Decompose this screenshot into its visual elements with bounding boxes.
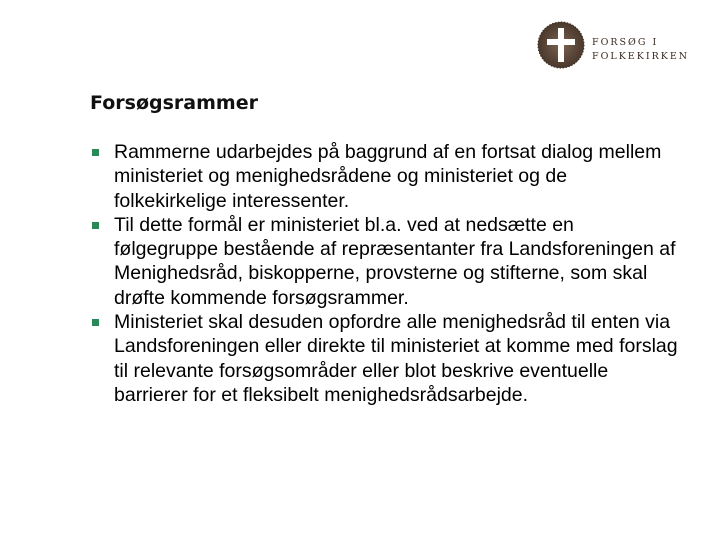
square-bullet-icon (92, 222, 99, 229)
square-bullet-icon (92, 149, 99, 156)
slide-title: Forsøgsrammer (90, 92, 258, 114)
bullet-item (92, 213, 682, 310)
logo-line-2: FOLKEKIRKEN (592, 51, 690, 62)
cross-emblem-icon (536, 20, 586, 70)
logo-wordmark (592, 36, 689, 64)
bullet-text: Til dette formål er ministeriet bl.a. ved at nedsætte en følgegruppe bestående af repræsentanter fra Landsforeningen af Menighedsråd, biskopperne, provsterne og stifterne, som skal drøfte kommende forsøgsrammer. (114, 213, 676, 309)
logo-line-1: FORSØG I (592, 37, 659, 48)
square-bullet-icon (92, 319, 99, 326)
bullet-item (92, 140, 682, 213)
bullet-text: Rammerne udarbejdes på baggrund af en fortsat dialog mellem ministeriet og menighedsrådene og ministeriet og de folkekirkelige interessenter. (114, 141, 662, 212)
folkekirken-logo (536, 20, 696, 76)
bullet-list (92, 140, 682, 407)
bullet-text: Ministeriet skal desuden opfordre alle menighedsråd til enten via Landsforeningen eller direkte til ministeriet at komme med forslag til relevante forsøgsområder eller blot beskrive eventuelle barrierer for et fleksibelt menighedsrådsarbejde. (114, 311, 678, 406)
bullet-item (92, 310, 682, 407)
